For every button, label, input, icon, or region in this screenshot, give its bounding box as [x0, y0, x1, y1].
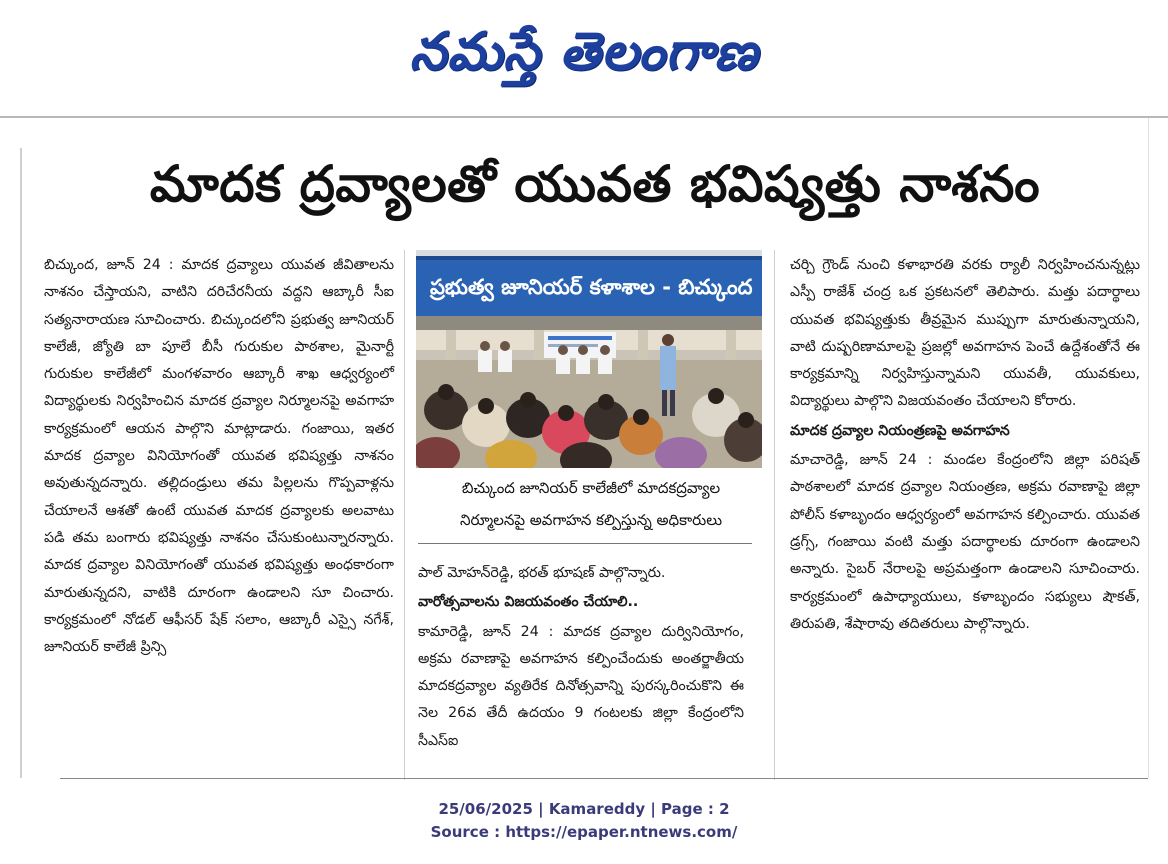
caption-rule: [418, 543, 752, 544]
page-edge-left: [20, 148, 22, 778]
caption-line-1: బిచ్కుంద జూనియర్ కాలేజీలో మాదకద్రవ్యాల: [461, 479, 721, 497]
footer-rule: [60, 778, 1148, 779]
column-3-text-top: చర్చి గ్రౌండ్ నుంచి కళాభారతి వరకు ర్యాలీ నిర్వహించనున్నట్లు ఎస్పీ రాజేశ్ చంద్ర ఒక ప్రకటనలో తెలిపారు. మత్తు పదార్థాలు యువత భవిష్యత్తుకు తీవ్రమైన ముప్పుగా మారుతున్నాయని, వాటి దుష్పరిణామాలపై ప్రజల్లో అవగాహన పెంచే ఉద్దేశంతోనే ఈ కార్యక్రమాన్ని నిర్వహిస్తున్నామని యువతీ, యువకులు, విద్యార్థులు పాల్గొని విజయవంతం చేయాలని కోరారు.: [790, 257, 1140, 410]
newspaper-logo: నమస్తే తెలంగాణ: [409, 21, 759, 82]
footer-source-link[interactable]: Source : https://epaper.ntnews.com/: [430, 823, 738, 841]
article-headline: మాదక ద్రవ్యాలతో యువత భవిష్యత్తు నాశనం: [149, 154, 1041, 213]
photo-illustration: [416, 250, 762, 468]
article-photo: [416, 250, 762, 468]
column-2-text-top: పాల్ మోహన్‌రెడ్డి, భరత్ భూషణ్ పాల్గొన్నారు.: [418, 565, 666, 581]
column-2-subhead: వారోత్సవాలను విజయవంతం చేయాలి..: [418, 594, 639, 611]
school-sign-text: ప్రభుత్వ జూనియర్ కళాశాల - బిచ్కుంద: [430, 275, 753, 299]
column-divider: [774, 250, 775, 780]
photo-caption: [418, 472, 764, 540]
caption-line-2: నిర్మూలనపై అవగాహన కల్పిస్తున్న అధికారులు: [459, 511, 723, 529]
page-footer: [0, 798, 1168, 844]
column-1-text: బిచ్కుంద, జూన్ 24 : మాదక ద్రవ్యాలు యువత జీవితాలను నాశనం చేస్తాయని, వాటిని దరిచేరనీయ వద్దని ఆబ్కారీ సీఐ సత్యనారాయణ సూచించారు. బిచ్కుందలోని ప్రభుత్వ జూనియర్ కాలేజీ, జ్యోతి బా పూలే బీసీ గురుకుల పాఠశాల, మైనార్టీ గురుకుల కాలేజీలో మంగళవారం ఆబ్కారీ శాఖ ఆధ్వర్యంలో విద్యార్థులకు నిర్వహించిన మాదక ద్రవ్యాల నిర్మూలనపై అవగాహ కార్యక్రమంలో ఆయన పాల్గొని మాట్లాడారు. గంజాయి, ఇతర మాదక ద్రవ్యాల వినియోగంతో యువత భవిష్యత్తు నాశనం అవుతున్నదన్నారు. తల్లిదండ్రులు తమ పిల్లలను గొప్పవాళ్లను చేయాలనే ఆశతో ఉంటే యువత మాదక ద్రవ్యాలకు అలవాటు పడి తమ బంగారు భవిష్యత్తు నాశనం చేసుకుంటున్నారన్నారు. మాదక ద్రవ్యాల వినియోగంతో యువత భవిష్యత్తు అంధకారంగా మారుతున్నదని, వాటికి దూరంగా ఉండాలని సూ చించారు. కార్యక్రమంలో నోడల్ ఆఫీసర్ షేక్ సలాం, ఆబ్కారీ ఎస్సై నగేశ్, జూనియర్ కాలేజీ ప్రిన్సి: [44, 257, 394, 656]
masthead-rule: [0, 116, 1168, 118]
footer-date-line: 25/06/2025 | Kamareddy | Page : 2: [438, 800, 730, 818]
column-2-text-bottom: కామారెడ్డి, జూన్ 24 : మాదక ద్రవ్యాల దుర్వినియోగం, అక్రమ రవాణాపై అవగాహన కల్పించేందుకు అంతర్జాతీయ మాదకద్రవ్యాల వ్యతిరేక దినోత్సవాన్ని పురస్కరించుకొని ఈ నెల 26వ తేదీ ఉదయం 9 గంటలకు జిల్లా కేంద్రంలోని సీఎస్ఐ: [418, 623, 744, 749]
article-column-2: [418, 560, 744, 755]
column-divider: [404, 250, 405, 780]
column-3-text-bottom: మాచారెడ్డి, జూన్ 24 : మండల కేంద్రంలోని జిల్లా పరిషత్ పాఠశాలలో మాదక ద్రవ్యాల నియంత్రణ, అక్రమ రవాణాపై జిల్లా పోలీస్ కళాబృందం ఆధ్వర్యంలో అవగాహన కల్పించారు. యువత డ్రగ్స్, గంజాయి వంటి మత్తు పదార్థాలకు దూరంగా ఉండాలని అన్నారు. సైబర్ నేరాలపై అప్రమత్తంగా ఉండాలని సూచించారు. కార్యక్రమంలో ఉపాధ్యాయులు, కళాబృందం సభ్యులు షౌకత్, తిరుపతి, శేషారావు తదితరులు పాల్గొన్నారు.: [790, 452, 1140, 632]
masthead: [0, 0, 1168, 116]
article-column-3: [790, 252, 1140, 638]
column-3-subhead: మాదక ద్రవ్యాల నియంత్రణపై అవగాహన: [790, 422, 1010, 439]
article-column-1: [44, 252, 394, 661]
